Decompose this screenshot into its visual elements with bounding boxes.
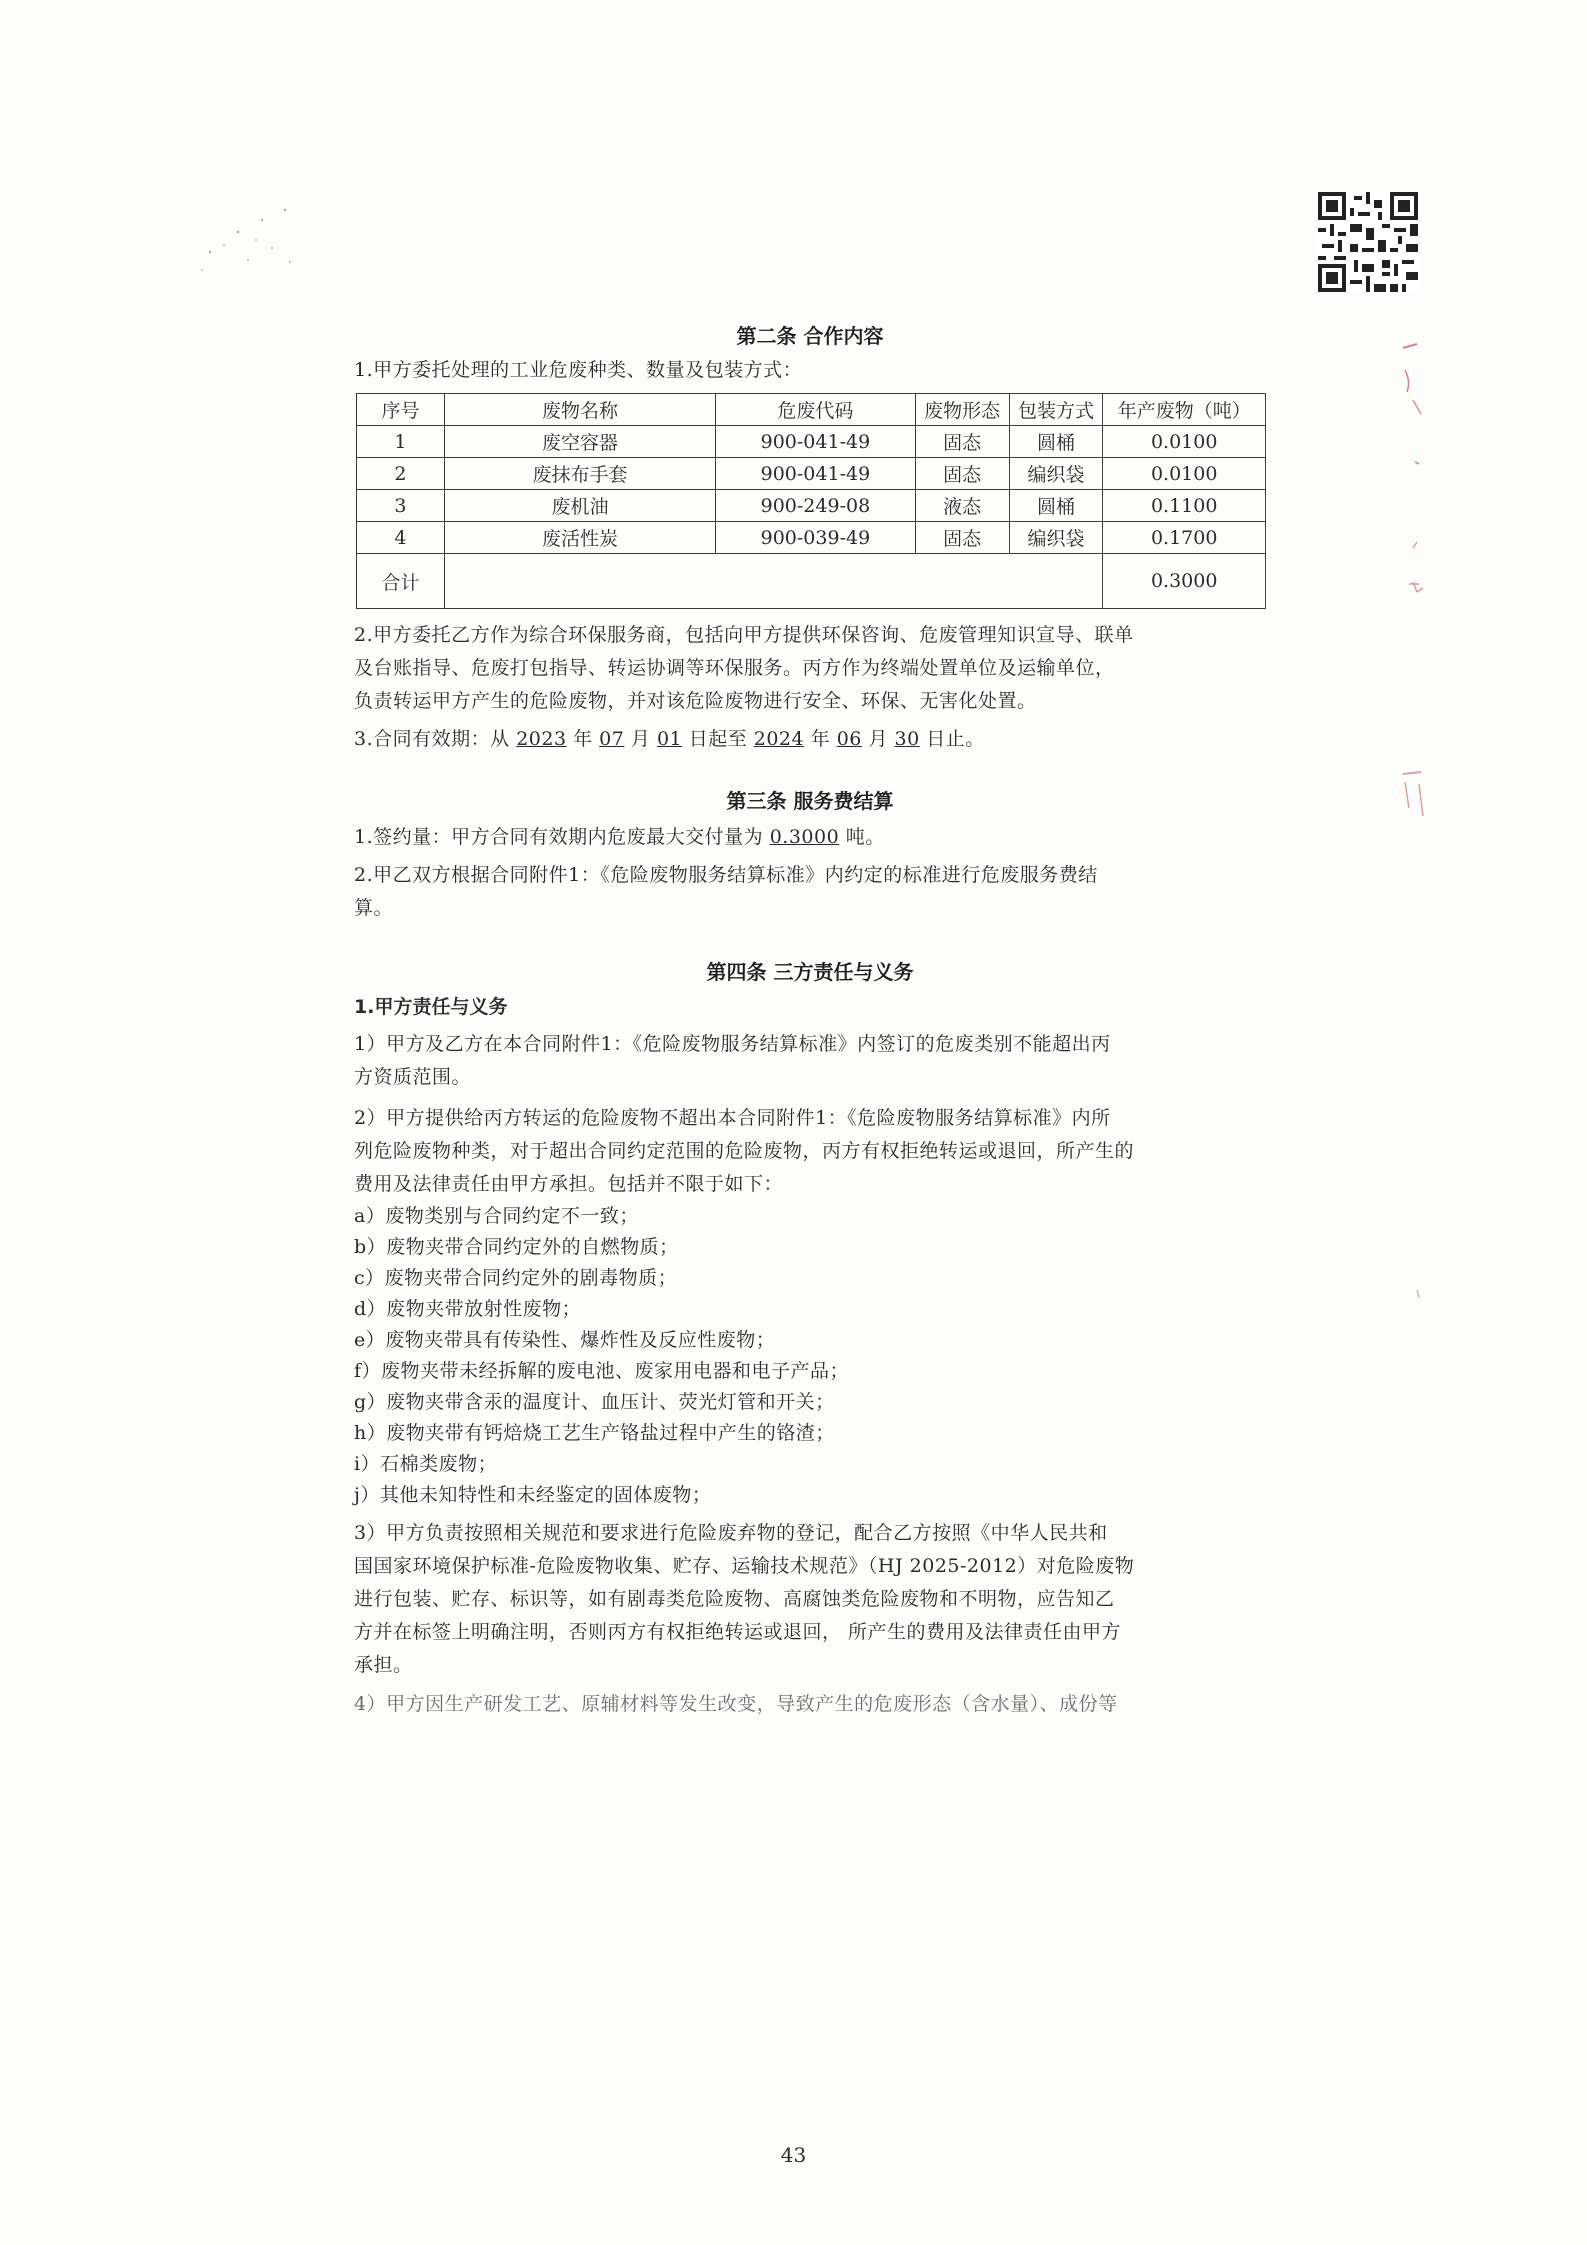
table-cell: 900-041-49 <box>716 426 916 458</box>
table-cell: 4 <box>357 522 445 554</box>
item2-line: 费用及法律责任由甲方承担。包括并不限于如下： <box>354 1173 784 1195</box>
list-item: e）废物夹带具有传染性、爆炸性及反应性废物； <box>354 1329 776 1351</box>
table-cell: 固态 <box>915 458 1009 490</box>
section3-p2-line: 2.甲乙双方根据合同附件1：《危险废物服务结算标准》内约定的标准进行危废服务费结 <box>354 864 1098 886</box>
table-total-row <box>357 554 1266 609</box>
signing-amount-value: 0.3000 <box>769 826 840 848</box>
seal-edge-marks <box>1395 330 1435 1330</box>
col-header: 危废代码 <box>716 394 916 426</box>
section2-title: 第二条 合作内容 <box>736 324 884 348</box>
list-item: a）废物类别与合同约定不一致； <box>354 1205 639 1227</box>
item3-line: 承担。 <box>354 1654 413 1676</box>
table-cell: 圆桶 <box>1009 426 1103 458</box>
table-cell: 固态 <box>915 522 1009 554</box>
table-cell: 圆桶 <box>1009 490 1103 522</box>
table-cell: 编织袋 <box>1009 522 1103 554</box>
list-item: f）废物夹带未经拆解的废电池、废家用电器和电子产品； <box>354 1360 850 1382</box>
start-month: 07 <box>599 728 625 750</box>
item4-line: 4）甲方因生产研发工艺、原辅材料等发生改变，导致产生的危废形态（含水量）、成份等 <box>354 1693 1118 1715</box>
col-header: 年产废物（吨） <box>1103 394 1266 426</box>
section2-para2-line: 及台账指导、危废打包指导、转运协调等环保服务。丙方作为终端处置单位及运输单位， <box>354 657 1115 679</box>
item3-line: 进行包装、贮存、标识等，如有剧毒类危险废物、高腐蚀类危险废物和不明物，应告知乙 <box>354 1588 1115 1610</box>
start-year: 2023 <box>516 728 567 750</box>
table-cell: 2 <box>357 458 445 490</box>
section2-para2-line: 负责转运甲方产生的危险废物，并对该危险废物进行安全、环保、无害化处置。 <box>354 690 1037 712</box>
month-label: 月 <box>630 728 651 750</box>
table-cell: 0.1700 <box>1103 522 1266 554</box>
table-cell: 0.0100 <box>1103 458 1266 490</box>
table-cell: 废抹布手套 <box>444 458 715 490</box>
section4-title: 第四条 三方责任与义务 <box>706 960 914 984</box>
table-cell: 液态 <box>915 490 1009 522</box>
section2-intro: 1.甲方委托处理的工业危废种类、数量及包装方式： <box>354 359 803 381</box>
list-item: j）其他未知特性和未经鉴定的固体废物； <box>354 1484 712 1506</box>
section4-subheading: 1.甲方责任与义务 <box>354 996 508 1018</box>
table-cell: 废空容器 <box>444 426 715 458</box>
list-item: c）废物夹带合同约定外的剧毒物质； <box>354 1267 678 1289</box>
table-cell: 900-041-49 <box>716 458 916 490</box>
table-cell-empty <box>444 554 1102 609</box>
waste-table <box>356 393 1266 609</box>
validity-suffix: 日止。 <box>926 728 985 750</box>
table-row <box>357 458 1266 490</box>
table-cell: 废活性炭 <box>444 522 715 554</box>
item1-line: 1）甲方及乙方在本合同附件1：《危险废物服务结算标准》内签订的危废类别不能超出丙 <box>354 1033 1111 1055</box>
col-header: 废物名称 <box>444 394 715 426</box>
end-day: 30 <box>894 728 920 750</box>
signing-amount-label: 1.签约量：甲方合同有效期内危废最大交付量为 <box>354 826 764 848</box>
table-cell: 1 <box>357 426 445 458</box>
item3-line: 3）甲方负责按照相关规范和要求进行危险废弃物的登记，配合乙方按照《中华人民共和 <box>354 1522 1108 1544</box>
col-header: 废物形态 <box>915 394 1009 426</box>
item1-line: 方资质范围。 <box>354 1066 472 1088</box>
list-item: h）废物夹带有钙焙烧工艺生产铬盐过程中产生的铬渣； <box>354 1422 835 1444</box>
month-label: 月 <box>868 728 888 750</box>
scan-specks <box>190 190 310 280</box>
table-cell: 900-039-49 <box>716 522 916 554</box>
table-cell: 编织袋 <box>1009 458 1103 490</box>
section3-title: 第三条 服务费结算 <box>726 789 894 813</box>
year-label: 年 <box>573 728 593 750</box>
end-month: 06 <box>836 728 862 750</box>
year-label: 年 <box>810 728 831 750</box>
table-cell: 900-249-08 <box>716 490 916 522</box>
list-item: d）废物夹带放射性废物； <box>354 1298 582 1320</box>
validity-prefix: 3.合同有效期：从 <box>354 728 510 750</box>
col-header: 序号 <box>357 394 445 426</box>
item2-line: 列危险废物种类，对于超出合同约定范围的危险废物，丙方有权拒绝转运或退回，所产生的 <box>354 1140 1135 1162</box>
contract-validity <box>354 723 1266 756</box>
total-value: 0.3000 <box>1103 554 1266 609</box>
total-label: 合计 <box>357 554 445 609</box>
table-cell: 0.0100 <box>1103 426 1266 458</box>
item2-line: 2）甲方提供给丙方转运的危险废物不超出本合同附件1：《危险废物服务结算标准》内所 <box>354 1107 1111 1129</box>
signing-amount-unit: 吨。 <box>845 826 885 848</box>
item3-line: 国国家环境保护标准-危险废物收集、贮存、运输技术规范》（HJ 2025-2012）对危险废物 <box>354 1555 1135 1577</box>
col-header: 包装方式 <box>1009 394 1103 426</box>
document-body <box>354 320 1266 1721</box>
table-cell: 0.1100 <box>1103 490 1266 522</box>
item3-line: 方并在标签上明确注明，否则丙方有权拒绝转运或退回， 所产生的费用及法律责任由甲方 <box>354 1621 1122 1643</box>
qr-code-icon <box>1318 192 1418 292</box>
table-row <box>357 522 1266 554</box>
list-item: g）废物夹带含汞的温度计、血压计、荧光灯管和开关； <box>354 1391 835 1413</box>
page-number: 43 <box>780 2143 807 2167</box>
list-item: i）石棉类废物； <box>354 1453 498 1475</box>
table-header-row <box>357 394 1266 426</box>
start-day: 01 <box>656 728 683 750</box>
section3-p1 <box>354 821 1266 854</box>
section3-p2-line: 算。 <box>354 897 394 919</box>
exclusion-list <box>354 1201 1266 1511</box>
day-to-label: 日起至 <box>688 728 748 750</box>
table-row <box>357 426 1266 458</box>
end-year: 2024 <box>753 728 805 750</box>
table-cell: 废机油 <box>444 490 715 522</box>
section2-para2-line: 2.甲方委托乙方作为综合环保服务商，包括向甲方提供环保咨询、危废管理知识宣导、联单 <box>354 624 1134 646</box>
list-item: b）废物夹带合同约定外的自燃物质； <box>354 1236 679 1258</box>
table-cell: 固态 <box>915 426 1009 458</box>
table-row <box>357 490 1266 522</box>
table-cell: 3 <box>357 490 445 522</box>
